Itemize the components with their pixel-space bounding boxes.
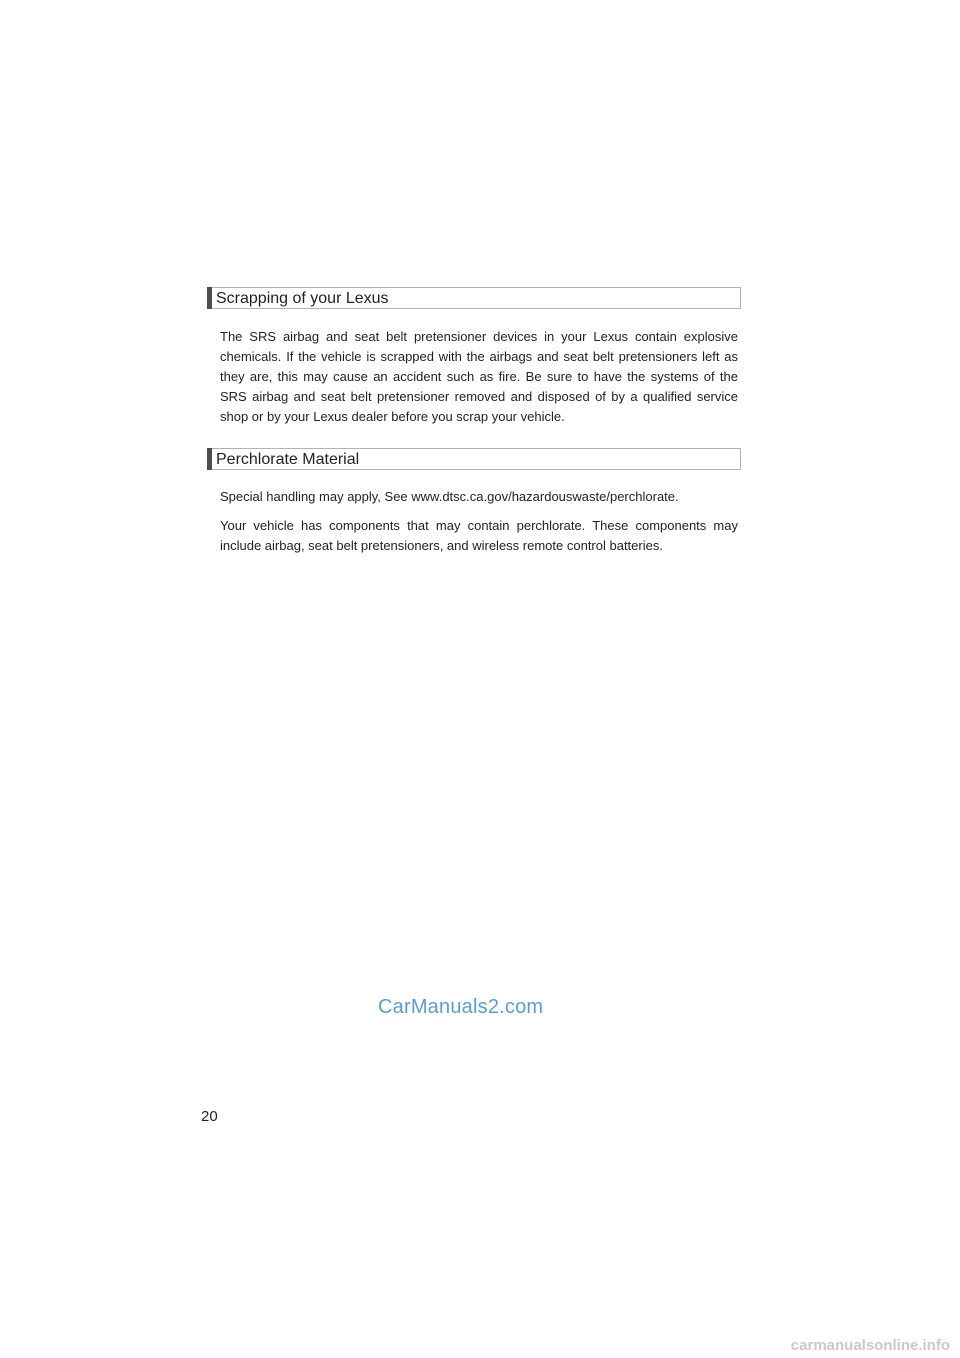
page-number: 20 xyxy=(201,1108,218,1125)
perchlorate-handling-paragraph: Special handling may apply, See www.dtsc.ca.gov/hazardouswaste/perchlorate. xyxy=(220,489,679,504)
section-header-bar xyxy=(207,448,212,470)
watermark-carmanuals2: CarManuals2.com xyxy=(378,996,544,1018)
watermark-carmanualsonline: carmanualsonline.info xyxy=(790,1337,950,1354)
section-header-perchlorate xyxy=(207,448,741,470)
section-header-bar xyxy=(207,287,212,309)
scrapping-paragraph: The SRS airbag and seat belt pretensioner devices in your Lexus contain explosive chemicals. If the vehicle is scrapped with the airbags and seat belt pretensioners left as they are, this may cause an accident such as fire. Be sure to have the systems of the SRS airbag and seat belt pretensioner removed and disposed of by a qualified service shop or by your Lexus dealer before you scrap your vehicle. xyxy=(220,329,738,424)
section-title-perchlorate: Perchlorate Material xyxy=(216,451,360,468)
perchlorate-components-paragraph: Your vehicle has components that may contain perchlorate. These components may include airbag, seat belt pretensioners, and wireless remote control batteries. xyxy=(220,518,738,553)
section-header-scrapping xyxy=(207,287,741,309)
section-title-scrapping: Scrapping of your Lexus xyxy=(216,290,389,307)
